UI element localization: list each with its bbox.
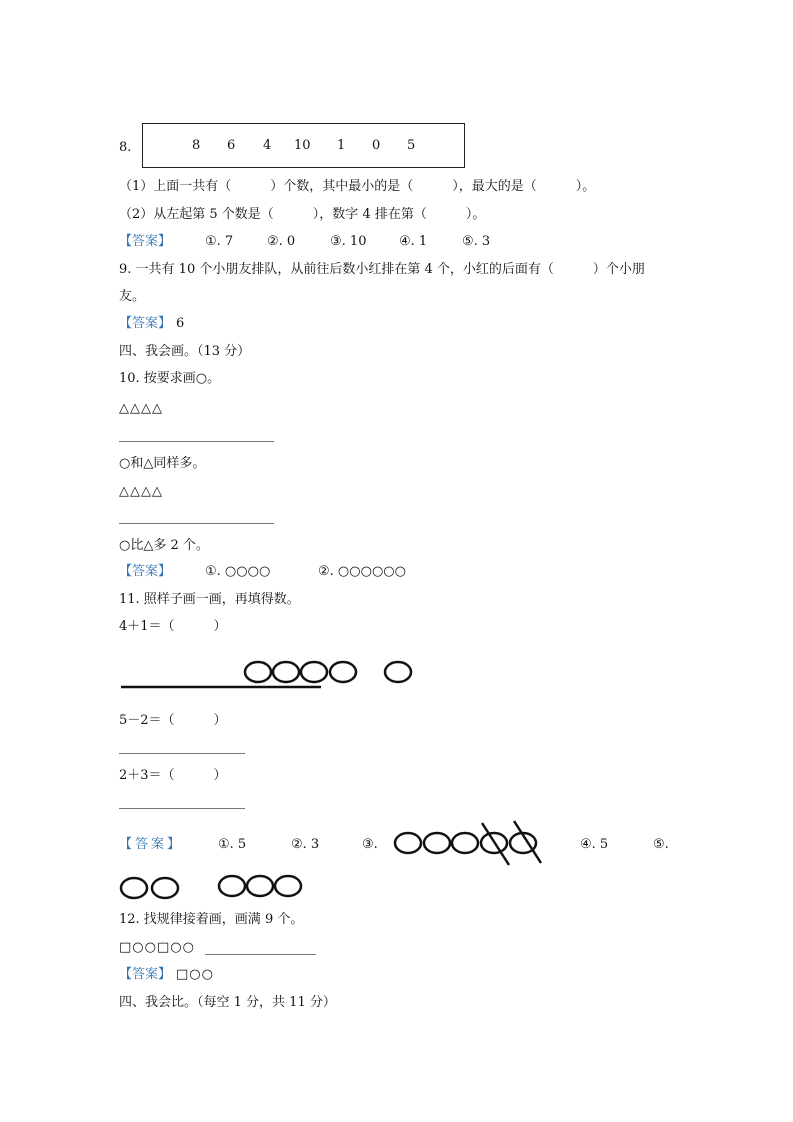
question-8-sub-1: （1）上面一共有（ ）个数，其中最小的是（ ），最大的是（ ）。 (119, 179, 596, 194)
circle-shape (273, 662, 299, 682)
triangle-row: △△△△ (119, 484, 163, 499)
circle-shape (395, 833, 421, 853)
circle-shape (245, 662, 271, 682)
equation: 2＋3＝（ ） (119, 768, 227, 783)
box-number: 4 (263, 138, 272, 153)
answer-item: ②. 3 (291, 837, 320, 852)
answer-item: ③. 10 (330, 234, 367, 249)
answer-item: ⑤. (653, 837, 669, 852)
question-9-line-1: 9. 一共有 10 个小朋友排队，从前往后数小红排在第 4 个，小红的后面有（ ）个小朋 (119, 262, 645, 277)
answer-item: 6 (176, 316, 185, 331)
triangle-row: △△△△ (119, 401, 163, 416)
circle-shape (424, 833, 450, 853)
box-number: 8 (192, 138, 201, 153)
answer-tag: 【答案】 (119, 234, 172, 249)
circle-shape (301, 662, 327, 682)
question-9-line-2: 友。 (119, 289, 146, 304)
answer-item: ①. 5 (218, 837, 247, 852)
pattern-sequence: □○○□○○ (119, 940, 195, 955)
answer-item: ⑤. 3 (462, 234, 491, 249)
question-10-caption-1: ○和△同样多。 (119, 456, 206, 471)
circle-shape (330, 662, 356, 682)
circle-shape (247, 876, 273, 896)
answer-line (119, 523, 274, 524)
answer-line (205, 954, 316, 955)
answer-tag: 【答案】 (119, 967, 172, 982)
box-number: 1 (337, 138, 346, 153)
equation: 5－2＝（ ） (119, 713, 227, 728)
circle-shape (152, 878, 178, 898)
circle-shape (452, 833, 478, 853)
question-11-title: 11. 照样子画一画，再填得数。 (119, 592, 300, 607)
question-12-title: 12. 找规律接着画，画满 9 个。 (119, 912, 304, 927)
answer-item: ④. 1 (399, 234, 428, 249)
answer-item: ①. ○○○○ (205, 564, 271, 579)
circle-shape (275, 876, 301, 896)
answer-item: ②. 0 (267, 234, 296, 249)
answer-drawing-addition (118, 872, 308, 902)
question-10-caption-2: ○比△多 2 个。 (119, 538, 209, 553)
answer-tag: 【答案】 (119, 564, 172, 579)
answer-item: ④. 5 (580, 837, 609, 852)
answer-item: ②. ○○○○○○ (318, 564, 406, 579)
box-number: 5 (407, 138, 416, 153)
answer-item: ③. (362, 837, 378, 852)
answer-item: ①. 7 (205, 234, 234, 249)
answer-line (119, 808, 245, 809)
answer-item: □○○ (176, 967, 214, 982)
answer-line (119, 753, 245, 754)
box-number: 6 (227, 138, 236, 153)
circle-shape (121, 878, 147, 898)
answer-drawing-subtraction (392, 820, 547, 868)
section-heading: 四、我会比。（每空 1 分，共 11 分） (119, 995, 336, 1010)
answer-tag: 【答案】 (119, 837, 184, 852)
example-drawing (118, 655, 323, 691)
equation: 4＋1＝（ ） (119, 619, 227, 634)
circle-shape (219, 876, 245, 896)
box-number: 0 (372, 138, 381, 153)
circle-shape (385, 662, 411, 682)
cross-out-stroke (482, 823, 509, 865)
answer-tag: 【答案】 (119, 316, 172, 331)
question-8-sub-2: （2）从左起第 5 个数是（ ），数字 4 排在第（ ）。 (119, 207, 486, 222)
question-10-title: 10. 按要求画○。 (119, 371, 221, 386)
section-heading: 四、我会画。（13 分） (119, 344, 251, 359)
answer-line (119, 441, 274, 442)
box-number: 10 (294, 138, 311, 153)
question-8-number: 8. (119, 140, 132, 155)
